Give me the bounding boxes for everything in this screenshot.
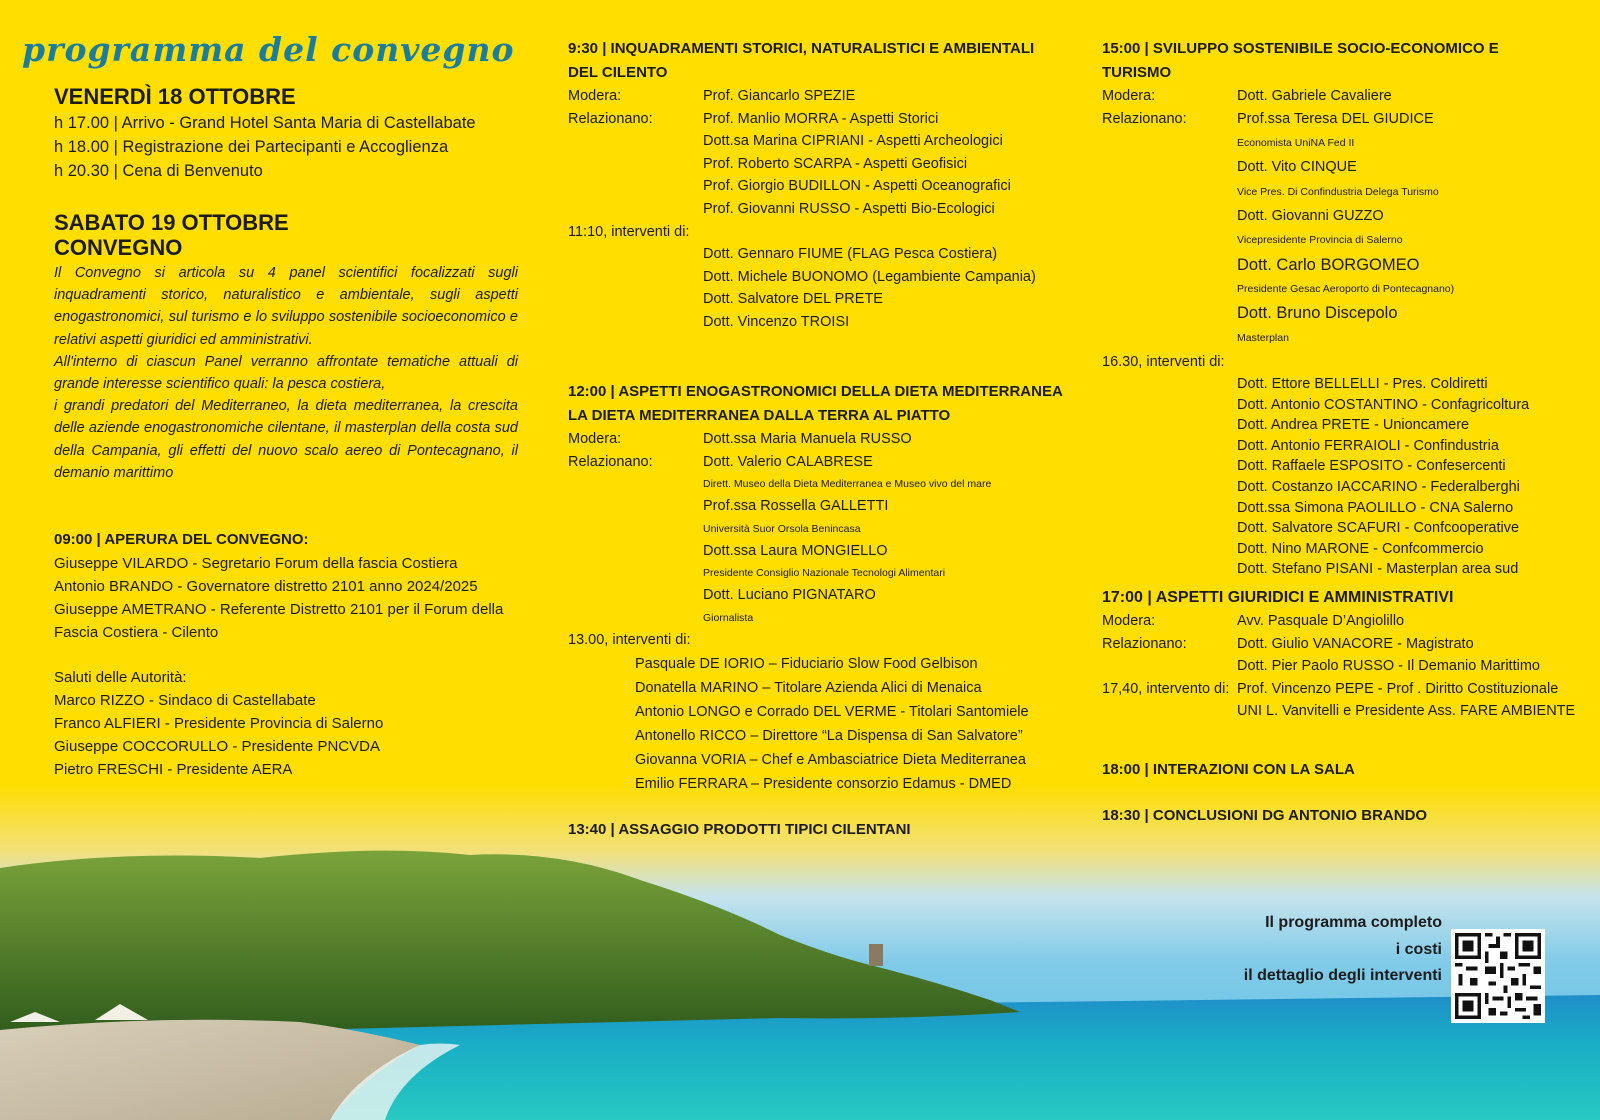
speakers-label: Relazionano: bbox=[1102, 635, 1187, 652]
qr-caption-line: Il programma completo bbox=[1265, 914, 1442, 931]
intervention-item: Dott. Michele BUONOMO (Legambiente Campania) bbox=[703, 268, 1036, 285]
speaker-role: Dirett. Museo della Dieta Mediterranea e Museo vivo del mare bbox=[703, 478, 992, 491]
moderator-name: Dott. Gabriele Cavaliere bbox=[1237, 88, 1392, 104]
panel-1-heading: DEL CILENTO bbox=[568, 64, 668, 81]
opening-speaker: Fascia Costiera - Cilento bbox=[54, 624, 219, 641]
moderator-label: Modera: bbox=[568, 431, 622, 447]
intervention-item: Antonio LONGO e Corrado DEL VERME - Titolari Santomiele bbox=[635, 703, 1029, 720]
opening-speaker: Giuseppe AMETRANO - Referente Distretto 2101 per il Forum della bbox=[54, 601, 504, 618]
saturday-section bbox=[54, 210, 518, 484]
intervention-item: UNI L. Vanvitelli e Presidente Ass. FARE AMBIENTE bbox=[1237, 703, 1576, 720]
speakers-label: Relazionano: bbox=[568, 453, 653, 470]
qr-caption-line: i costi bbox=[1395, 940, 1442, 958]
speaker-name: Dott. Valerio CALABRESE bbox=[703, 453, 873, 470]
friday-item: h 18.00 | Registrazione dei Partecipanti e Accoglienza bbox=[54, 138, 449, 156]
closing-section bbox=[1102, 758, 1427, 828]
panel-1 bbox=[568, 37, 1036, 334]
interventions-label: 11:10, interventi di: bbox=[568, 223, 690, 240]
greeting-item: Marco RIZZO - Sindaco di Castellabate bbox=[54, 692, 316, 709]
moderator-name: Dott.ssa Maria Manuela RUSSO bbox=[703, 431, 912, 447]
intervention-item: Donatella MARINO – Titolare Azienda Alici di Menaica bbox=[635, 679, 982, 696]
intervention-item: Dott. Salvatore SCAFURI - Confcooperative bbox=[1237, 520, 1520, 537]
speaker-name: Dott.ssa Laura MONGIELLO bbox=[703, 542, 888, 559]
speaker-name: Prof. Roberto SCARPA - Aspetti Geofisici bbox=[703, 155, 968, 172]
greetings-label: Saluti delle Autorità: bbox=[54, 669, 187, 686]
moderator-label: Modera: bbox=[568, 88, 622, 104]
speaker-name: Prof. Giorgio BUDILLON - Aspetti Oceanografici bbox=[703, 178, 1011, 195]
panel-1-heading: 9:30 | INQUADRAMENTI STORICI, NATURALISTICI E AMBIENTALI bbox=[568, 40, 1035, 57]
speakers-label: Relazionano: bbox=[568, 110, 653, 127]
moderator-label: Modera: bbox=[1102, 88, 1156, 104]
panel-2 bbox=[568, 380, 1063, 842]
speaker-name: Dott. Vito CINQUE bbox=[1237, 159, 1357, 176]
saturday-heading: SABATO 19 OTTOBRE bbox=[54, 210, 289, 235]
panel-3-heading: 15:00 | SVILUPPO SOSTENIBILE SOCIO-ECONOMICO E TURISMO bbox=[1102, 40, 1499, 81]
intervention-item: Dott. Nino MARONE - Confcommercio bbox=[1237, 540, 1484, 557]
speaker-role: Giornalista bbox=[703, 611, 754, 624]
intro-text: i grandi predatori del Mediterraneo, la dieta mediterranea, la crescita delle aziende enogastronomiche cilentane, il masterplan della costa sud della Campania, gli effetti del nuovo scalo aereo di Pontecagnano, il demanio marittimo bbox=[54, 398, 518, 481]
saturday-subheading: CONVEGNO bbox=[54, 235, 183, 260]
intervention-item: Prof. Vincenzo PEPE - Prof . Diritto Costituzionale bbox=[1237, 680, 1559, 697]
intervention-item: Dott.ssa Simona PAOLILLO - CNA Salerno bbox=[1237, 499, 1514, 516]
panel-2-heading: LA DIETA MEDITERRANEA DALLA TERRA AL PIATTO bbox=[568, 407, 951, 424]
moderator-name: Avv. Pasquale D’Angiolillo bbox=[1237, 613, 1405, 629]
intervention-item: Dott. Gennaro FIUME (FLAG Pesca Costiera) bbox=[703, 246, 998, 263]
intro-text: All'interno di ciascun Panel verranno affrontate tematiche attuali di grande interesse scientifico quali: la pesca costiera, bbox=[54, 353, 518, 393]
intro-text: Il Convegno si articola su 4 panel scientifici focalizzati sugli inquadramenti storico, naturalistico e ambientale, sugli aspetti enogastronomici, sul turismo e lo sviluppo sostenibile socioeconomico e relativi aspetti giuridici ed amministrativi. bbox=[54, 265, 518, 348]
interaction-heading: 18:00 | INTERAZIONI CON LA SALA bbox=[1102, 761, 1355, 778]
speaker-role: Masterplan bbox=[1237, 332, 1289, 345]
intervention-item: Emilio FERRARA – Presidente consorzio Edamus - DMED bbox=[635, 775, 1012, 792]
speaker-name: Dott. Giulio VANACORE - Magistrato bbox=[1237, 635, 1474, 652]
conclusion-heading: 18:30 | CONCLUSIONI DG ANTONIO BRANDO bbox=[1102, 807, 1428, 824]
speaker-role: Università Suor Orsola Benincasa bbox=[703, 522, 861, 535]
intervention-item: Dott. Antonio FERRAIOLI - Confindustria bbox=[1237, 437, 1499, 454]
speaker-name: Dott. Luciano PIGNATARO bbox=[703, 587, 876, 604]
speakers-label: Relazionano: bbox=[1102, 110, 1187, 127]
opening-speaker: Giuseppe VILARDO - Segretario Forum della fascia Costiera bbox=[54, 555, 458, 572]
intervention-item: Dott. Salvatore DEL PRETE bbox=[703, 291, 883, 308]
speaker-role: Vice Pres. Di Confindustria Delega Turismo bbox=[1237, 185, 1439, 198]
interventions-label: 13.00, interventi di: bbox=[568, 631, 691, 648]
intervention-item: Dott. Raffaele ESPOSITO - Confesercenti bbox=[1237, 458, 1506, 475]
greeting-item: Giuseppe COCCORULLO - Presidente PNCVDA bbox=[54, 738, 380, 755]
qr-caption-line: il dettaglio degli interventi bbox=[1243, 967, 1442, 984]
friday-section bbox=[54, 84, 476, 183]
interventions-label: 16.30, interventi di: bbox=[1102, 354, 1225, 371]
intervention-item: Dott. Andrea PRETE - Unioncamere bbox=[1237, 417, 1470, 434]
greeting-item: Pietro FRESCHI - Presidente AERA bbox=[54, 761, 293, 778]
moderator-name: Prof. Giancarlo SPEZIE bbox=[703, 88, 856, 104]
intervention-item: Dott. Antonio COSTANTINO - Confagricoltura bbox=[1237, 396, 1530, 413]
speaker-role: Presidente Gesac Aeroporto di Pontecagnano) bbox=[1237, 283, 1455, 296]
friday-item: h 17.00 | Arrivo - Grand Hotel Santa Maria di Castellabate bbox=[54, 114, 476, 132]
speaker-name: Dott. Giovanni GUZZO bbox=[1237, 207, 1384, 224]
intervention-item: Antonello RICCO – Direttore “La Dispensa di San Salvatore” bbox=[635, 727, 1023, 744]
speaker-name: Dott.sa Marina CIPRIANI - Aspetti Archeologici bbox=[703, 133, 1003, 150]
greeting-item: Franco ALFIERI - Presidente Provincia di Salerno bbox=[54, 715, 384, 732]
speaker-role: Presidente Consiglio Nazionale Tecnologi Alimentari bbox=[703, 567, 946, 580]
intervention-item: Dott. Stefano PISANI - Masterplan area sud bbox=[1237, 561, 1519, 578]
panel-2-heading: 12:00 | ASPETTI ENOGASTRONOMICI DELLA DIETA MEDITERRANEA bbox=[568, 383, 1063, 400]
opening-section bbox=[54, 528, 503, 781]
speaker-role: Vicepresidente Provincia di Salerno bbox=[1237, 234, 1403, 247]
tasting-heading: 13:40 | ASSAGGIO PRODOTTI TIPICI CILENTANI bbox=[568, 820, 911, 838]
friday-item: h 20.30 | Cena di Benvenuto bbox=[54, 162, 263, 180]
panel-3 bbox=[1102, 37, 1572, 580]
intervention-item: Dott. Ettore BELLELLI - Pres. Coldiretti bbox=[1237, 375, 1488, 392]
speaker-name: Prof.ssa Teresa DEL GIUDICE bbox=[1237, 110, 1434, 127]
intervention-item: Giovanna VORIA – Chef e Ambasciatrice Dieta Mediterranea bbox=[635, 751, 1026, 768]
friday-heading: VENERDÌ 18 OTTOBRE bbox=[54, 84, 296, 109]
intervention-item: Pasquale DE IORIO – Fiduciario Slow Food Gelbison bbox=[635, 655, 978, 672]
panel-4-heading: 17:00 | ASPETTI GIURIDICI E AMMINISTRATIVI bbox=[1102, 589, 1454, 606]
speaker-name: Dott. Bruno Discepolo bbox=[1237, 304, 1398, 323]
intervention-label: 17,40, intervento di: bbox=[1102, 680, 1230, 697]
speaker-name: Dott. Carlo BORGOMEO bbox=[1237, 256, 1420, 275]
moderator-label: Modera: bbox=[1102, 613, 1156, 629]
speaker-name: Dott. Pier Paolo RUSSO - Il Demanio Marittimo bbox=[1237, 658, 1540, 675]
panel-4 bbox=[1102, 586, 1575, 723]
intervention-item: Dott. Vincenzo TROISI bbox=[703, 313, 850, 330]
speaker-role: Economista UniNA Fed II bbox=[1237, 137, 1355, 150]
opening-speaker: Antonio BRANDO - Governatore distretto 2101 anno 2024/2025 bbox=[54, 578, 478, 595]
speaker-name: Prof. Giovanni RUSSO - Aspetti Bio-Ecologici bbox=[703, 200, 995, 217]
qr-caption bbox=[1244, 910, 1442, 990]
intervention-item: Dott. Costanzo IACCARINO - Federalberghi bbox=[1237, 478, 1520, 495]
speaker-name: Prof.ssa Rossella GALLETTI bbox=[703, 498, 889, 515]
opening-heading: 09:00 | APERURA DEL CONVEGNO: bbox=[54, 531, 309, 548]
page-title: programma del convegno bbox=[22, 30, 515, 69]
qr-code[interactable] bbox=[1451, 929, 1545, 1023]
speaker-name: Prof. Manlio MORRA - Aspetti Storici bbox=[703, 110, 939, 127]
